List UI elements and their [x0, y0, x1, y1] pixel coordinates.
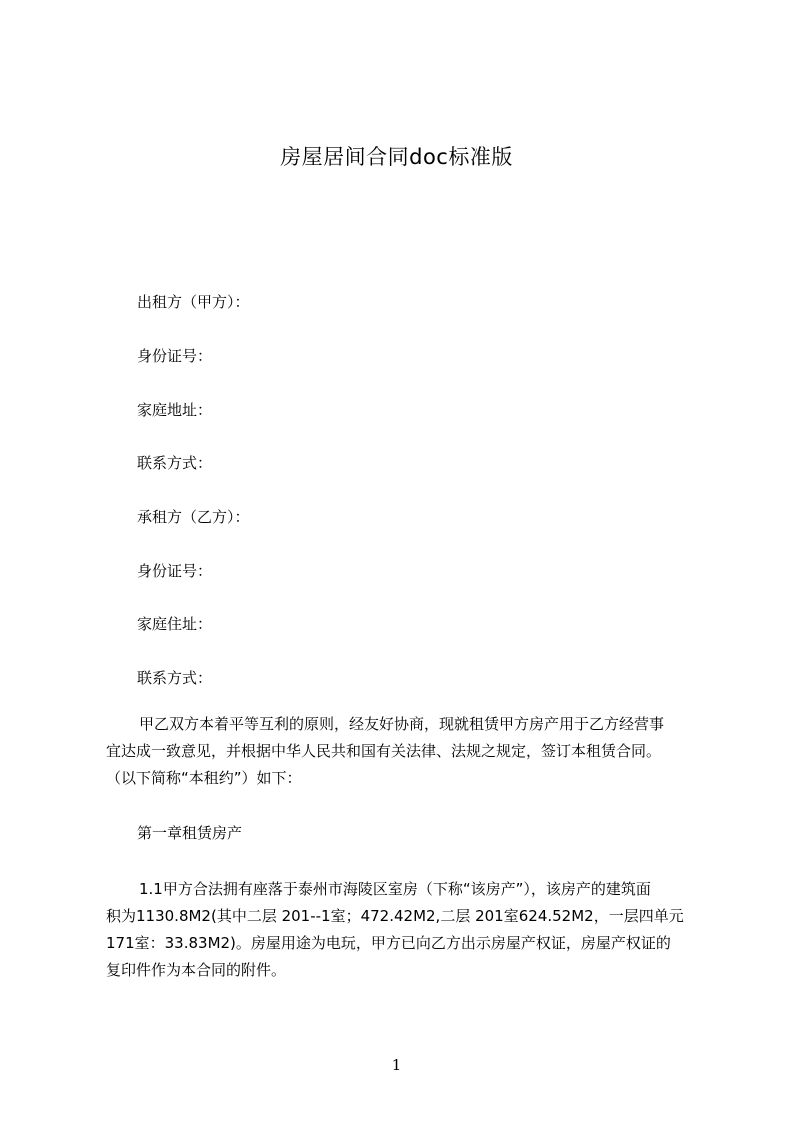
field-lessee-id-number: 身份证号：	[137, 562, 213, 580]
clause-line: 积为1130.8M2(其中二层 201--1室；472.42M2,二层 201室624.52M2，一层四单元	[106, 907, 684, 925]
field-lessor-contact: 联系方式：	[137, 454, 213, 472]
chapter-heading: 第一章租赁房产	[137, 824, 243, 842]
field-lessor-id-number: 身份证号：	[137, 347, 213, 365]
intro-line: （以下简称“本租约”）如下：	[106, 769, 302, 787]
intro-paragraph	[106, 711, 706, 792]
field-lessee-contact: 联系方式：	[137, 669, 213, 687]
intro-line: 宜达成一致意见，并根据中华人民共和国有关法律、法规之规定，签订本租赁合同。	[106, 742, 662, 760]
field-lessee-home-address: 家庭住址：	[137, 615, 213, 633]
page-number: 1	[391, 1056, 402, 1074]
field-lessor: 出租方（甲方）：	[137, 293, 250, 311]
clause-line: 复印件作为本合同的附件。	[106, 961, 287, 979]
field-lessee: 承租方（乙方）：	[137, 508, 250, 526]
clause-line: 1.1甲方合法拥有座落于泰州市海陵区室房（下称“该房产”），该房产的建筑面	[139, 880, 651, 898]
clause-paragraph	[106, 876, 706, 984]
clause-line: 171室：33.83M2)。房屋用途为电玩，甲方已向乙方出示房屋产权证，房屋产权证的	[106, 934, 671, 952]
field-lessor-home-address: 家庭地址：	[137, 401, 213, 419]
document-title: 房屋居间合同doc标准版	[280, 145, 513, 169]
intro-line: 甲乙双方本着平等互利的原则，经友好协商，现就租赁甲方房产用于乙方经营事	[139, 715, 665, 733]
